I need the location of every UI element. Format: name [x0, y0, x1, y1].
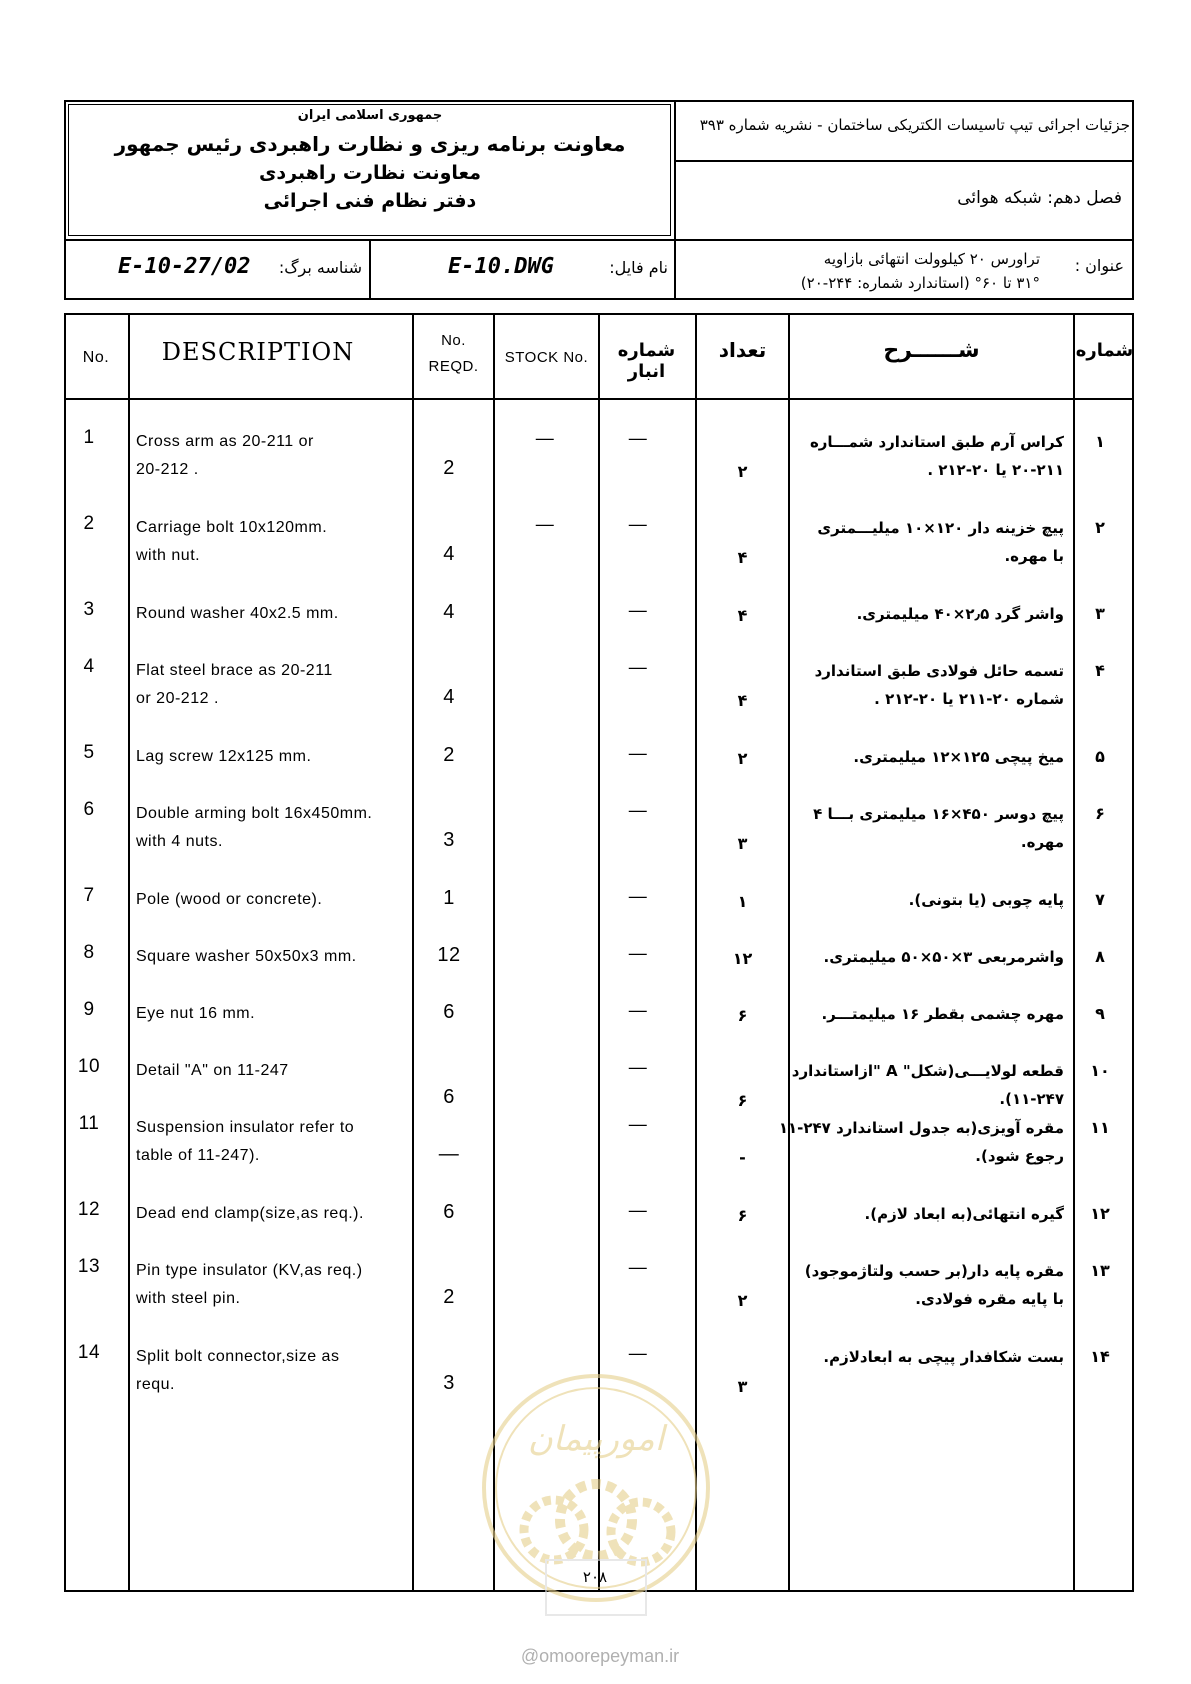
- row-stock-fa: —: [628, 1057, 648, 1077]
- row-reqd: 4: [443, 601, 455, 623]
- row-no-fa: ۸: [1095, 947, 1105, 966]
- header-description: DESCRIPTION: [161, 338, 355, 366]
- row-desc-fa-line1: پایه چوبی (یا بتونی).: [908, 891, 1064, 909]
- row-no-fa: ۳: [1095, 604, 1105, 623]
- row-qty-fa: -: [739, 1148, 746, 1167]
- watermark-at-icon: @: [520, 1646, 540, 1666]
- header-no-fa: شماره: [1075, 340, 1134, 361]
- row-qty-fa: ۴: [737, 691, 748, 710]
- row-qty-fa: ۲: [737, 749, 748, 768]
- row-description-line2: or 20-212 .: [136, 690, 219, 707]
- row-description-line1: Split bolt connector,size as: [136, 1348, 340, 1365]
- row-stock-fa: —: [628, 943, 648, 963]
- row-no: 1: [83, 427, 95, 448]
- row-reqd: 3: [443, 829, 455, 851]
- row-desc-fa-line2: با مهره.: [1004, 547, 1064, 565]
- row-description-line2: requ.: [136, 1376, 175, 1393]
- org-line-1: جمهوری اسلامی ایران: [297, 108, 443, 123]
- row-description-line2: with 4 nuts.: [136, 833, 223, 850]
- row-description-line1: Eye nut 16 mm.: [136, 1005, 256, 1022]
- file-label: نام فایل:: [609, 258, 668, 277]
- row-no: 12: [77, 1199, 101, 1220]
- row-reqd: 2: [443, 1286, 455, 1308]
- header-stock-fa: شماره انبار: [617, 340, 676, 382]
- row-stock-fa: —: [628, 1114, 648, 1134]
- watermark-site-text: omoorepeyman.ir: [539, 1646, 680, 1666]
- row-no-fa: ۶: [1095, 804, 1105, 823]
- row-qty-fa: ۳: [737, 834, 748, 853]
- row-qty-fa: ۲: [737, 462, 748, 481]
- row-no-fa: ۱۱: [1090, 1118, 1110, 1137]
- row-reqd: 2: [443, 457, 455, 479]
- row-stock-fa: —: [628, 886, 648, 906]
- row-qty-fa: ۶: [737, 1206, 748, 1225]
- row-description-line1: Dead end clamp(size,as req.).: [136, 1205, 364, 1222]
- row-desc-fa-line2: ۲۰-۲۱۱ یا ۲۰-۲۱۲ .: [927, 461, 1064, 479]
- row-no: 11: [78, 1113, 100, 1134]
- row-description-line1: Pin type insulator (KV,as req.): [136, 1262, 363, 1279]
- title-line-2: ۳۱° تا ۶۰° (استاندارد شماره: ۲۴۴-۲۰): [800, 274, 1040, 292]
- row-qty-fa: ۲: [737, 1291, 748, 1310]
- org-line-3: معاونت نظارت راهبردی: [258, 162, 482, 184]
- row-no: 2: [83, 513, 95, 534]
- row-desc-fa-line2: با پایه مقره فولادی.: [915, 1290, 1064, 1308]
- row-stock-fa: —: [628, 428, 648, 448]
- row-no: 3: [83, 599, 95, 620]
- row-desc-fa-line1: پیچ دوسر ۴۵۰×۱۶ میلیمتری بـــا ۴: [813, 805, 1064, 823]
- row-no: 10: [77, 1056, 101, 1077]
- row-no: 7: [83, 885, 95, 906]
- row-qty-fa: ۴: [737, 548, 748, 567]
- header-no: No.: [82, 349, 110, 366]
- row-stock-fa: —: [628, 743, 648, 763]
- watermark-logo-text: امورپیمان: [527, 1419, 665, 1459]
- row-desc-fa-line1: قطعه لولایـــی(شکل" A "ازاستاندارد: [791, 1062, 1064, 1080]
- row-no: 4: [83, 656, 95, 677]
- page-number: ۲۰۸: [582, 1568, 608, 1586]
- row-reqd: 3: [443, 1372, 455, 1394]
- chapter-title: فصل دهم: شبکه هوائی: [957, 188, 1122, 208]
- row-stock-fa: —: [628, 1200, 648, 1220]
- row-no-fa: ۱۰: [1090, 1061, 1110, 1080]
- row-description-line1: Square washer 50x50x3 mm.: [136, 948, 357, 965]
- sheet-label: شناسه برگ:: [278, 258, 362, 277]
- row-qty-fa: ۶: [737, 1091, 748, 1110]
- row-desc-fa-line1: مقره آویزی(به جدول استاندارد ۲۴۷-۱۱: [778, 1119, 1064, 1137]
- row-stock-fa: —: [628, 1343, 648, 1363]
- row-description-line1: Round washer 40x2.5 mm.: [136, 605, 339, 622]
- row-reqd: 12: [437, 944, 461, 966]
- row-description-line1: Lag screw 12x125 mm.: [136, 748, 312, 765]
- row-reqd: 6: [443, 1001, 455, 1023]
- publication-title: جزئیات اجرائی تیپ تاسیسات الکتریکی ساختمان - نشریه شماره ۳۹۳: [699, 116, 1130, 134]
- row-description-line1: Pole (wood or concrete).: [136, 891, 323, 908]
- row-description-line2: 20-212 .: [136, 461, 199, 478]
- row-no: 9: [83, 999, 95, 1020]
- title-line-1: تراورس ۲۰ کیلوولت انتهائی بازاویه: [823, 250, 1040, 268]
- row-no: 6: [83, 799, 95, 820]
- row-no-fa: ۱۳: [1090, 1261, 1110, 1280]
- row-desc-fa-line2: ۱۱-۲۴۷).: [999, 1090, 1064, 1108]
- row-no-fa: ۱۲: [1090, 1204, 1110, 1223]
- header-row-divider: [64, 239, 1134, 241]
- sheet-value: E-10-27/02: [118, 254, 251, 279]
- row-desc-fa-line2: رجوع شود).: [975, 1147, 1064, 1165]
- row-desc-fa-line1: پیچ خزینه دار ۱۲۰×۱۰ میلیـــمتری: [817, 519, 1064, 537]
- row-stock-fa: —: [628, 514, 648, 534]
- row-qty-fa: ۳: [737, 1377, 748, 1396]
- header-reqd-line2: REQD.: [428, 358, 479, 375]
- row-desc-fa-line1: واشرمربعی ۳×۵۰×۵۰ میلیمتری.: [823, 948, 1064, 966]
- row-qty-fa: ۶: [737, 1006, 748, 1025]
- row-reqd: 2: [443, 744, 455, 766]
- row-no-fa: ۹: [1095, 1004, 1105, 1023]
- row-qty-fa: ۱: [737, 892, 748, 911]
- row-stock-fa: —: [628, 1257, 648, 1277]
- title-label: عنوان :: [1074, 256, 1124, 275]
- header-reqd-line1: No.: [441, 332, 466, 349]
- row-no-fa: ۱: [1095, 432, 1105, 451]
- watermark-gear-center: [560, 1484, 632, 1556]
- row-no: 8: [83, 942, 95, 963]
- row-description-line1: Double arming bolt 16x450mm.: [136, 805, 373, 822]
- row-description-line1: Carriage bolt 10x120mm.: [136, 519, 328, 536]
- row-stock-fa: —: [628, 800, 648, 820]
- watermark-gear-right: [611, 1502, 671, 1562]
- row-no: 13: [77, 1256, 101, 1277]
- row-reqd: 6: [443, 1086, 455, 1108]
- row-no-fa: ۲: [1095, 518, 1105, 537]
- row-description-line1: Flat steel brace as 20-211: [136, 662, 333, 679]
- row-description-line2: with nut.: [136, 547, 201, 564]
- row-desc-fa-line2: شماره ۲۰-۲۱۱ یا ۲۰-۲۱۲ .: [874, 690, 1064, 708]
- row-qty-fa: ۱۲: [732, 949, 753, 968]
- row-reqd: 4: [443, 543, 455, 565]
- row-desc-fa-line2: مهره.: [1020, 833, 1064, 851]
- row-desc-fa-line1: تسمه حائل فولادی طبق استاندارد: [814, 662, 1064, 680]
- row-reqd: 6: [443, 1201, 455, 1223]
- row-no: 14: [77, 1342, 101, 1363]
- row-no-fa: ۵: [1095, 747, 1105, 766]
- file-value: E-10.DWG: [448, 254, 554, 279]
- row-desc-fa-line1: کراس آرم طبق استاندارد شمـــاره: [809, 433, 1064, 451]
- row-description-line1: Cross arm as 20-211 or: [136, 433, 314, 450]
- header-bottom-divider-2: [369, 240, 371, 300]
- org-line-2: معاونت برنامه ریزی و نظارت راهبردی رئیس جمهور: [114, 132, 626, 156]
- row-desc-fa-line1: گیره انتهائی(به ابعاد لازم).: [864, 1205, 1064, 1223]
- watermark-site: [490, 1646, 710, 1667]
- header-vertical-divider: [674, 100, 676, 240]
- row-desc-fa-line1: بست شکافدار پیچی به ابعادلازم.: [823, 1348, 1064, 1366]
- row-stock: —: [535, 428, 555, 448]
- row-no-fa: ۱۴: [1090, 1347, 1110, 1366]
- row-desc-fa-line1: مهره چشمی بقطر ۱۶ میلیمتـــر.: [821, 1005, 1064, 1023]
- col-divider-6: [788, 313, 790, 1592]
- row-reqd: 4: [443, 686, 455, 708]
- row-desc-fa-line1: واشر گرد ۲٫۵×۴۰ میلیمتری.: [856, 605, 1064, 623]
- row-stock-fa: —: [628, 1000, 648, 1020]
- header-desc-fa: شــــــرح: [883, 338, 980, 363]
- row-reqd: 1: [443, 887, 455, 909]
- row-reqd: —: [438, 1143, 460, 1165]
- row-qty-fa: ۴: [737, 606, 748, 625]
- header-stock: STOCK No.: [504, 349, 589, 366]
- row-no-fa: ۴: [1095, 661, 1105, 680]
- row-desc-fa-line1: میخ پیچی ۱۲۵×۱۲ میلیمتری.: [853, 748, 1064, 766]
- row-stock-fa: —: [628, 600, 648, 620]
- row-description-line2: with steel pin.: [136, 1290, 241, 1307]
- row-no: 5: [83, 742, 95, 763]
- row-stock-fa: —: [628, 657, 648, 677]
- row-desc-fa-line1: مقره پایه دار(بر حسب ولتاژموجود): [804, 1262, 1064, 1280]
- header-bottom-divider-1: [674, 240, 676, 300]
- col-divider-1: [128, 313, 130, 1592]
- row-stock: —: [535, 514, 555, 534]
- header-qty-fa: تعداد: [718, 338, 767, 362]
- row-description-line1: Detail "A" on 11-247: [136, 1062, 289, 1079]
- row-no-fa: ۷: [1095, 890, 1105, 909]
- row-description-line1: Suspension insulator refer to: [136, 1119, 355, 1136]
- header-right-divider: [675, 160, 1134, 162]
- org-line-4: دفتر نظام فنی اجرائی: [263, 190, 477, 212]
- row-description-line2: table of 11-247).: [136, 1147, 260, 1164]
